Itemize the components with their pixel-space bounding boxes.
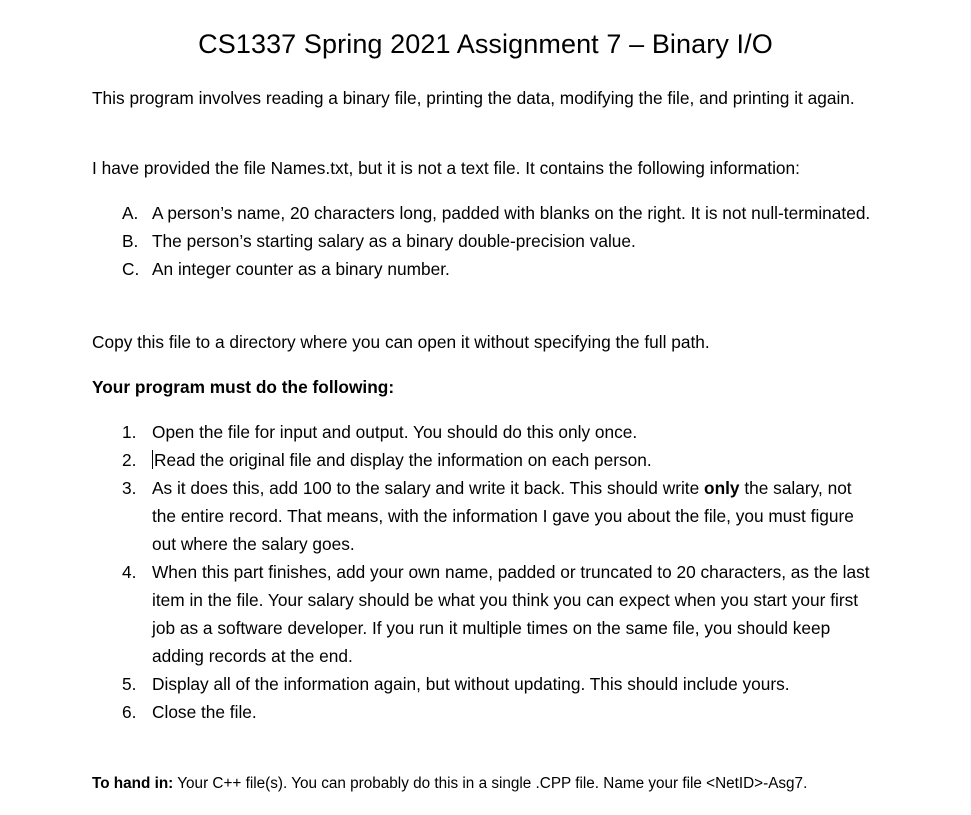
step-item bbox=[92, 670, 877, 698]
hand-in-text: Your C++ file(s). You can probably do this in a single .CPP file. Name your file <NetID>-Asg7. bbox=[173, 775, 808, 792]
step-item bbox=[92, 558, 877, 670]
list-marker: B. bbox=[122, 231, 139, 251]
step-text-before: As it does this, add 100 to the salary and write it back. This should write bbox=[152, 478, 705, 498]
step-marker: 1. bbox=[122, 422, 137, 442]
info-list bbox=[92, 199, 877, 283]
step-marker: 6. bbox=[122, 702, 137, 722]
step-item bbox=[92, 698, 877, 726]
list-item-text: A person’s name, 20 characters long, padded with blanks on the right. It is not null-terminated. bbox=[152, 203, 871, 223]
step-text: Display all of the information again, but without updating. This should include yours. bbox=[152, 674, 790, 694]
step-emphasis: only bbox=[704, 478, 740, 498]
provided-paragraph: I have provided the file Names.txt, but it is not a text file. It contains the following information: bbox=[92, 158, 800, 178]
step-text: Read the original file and display the information on each person. bbox=[154, 450, 652, 470]
step-text: When this part finishes, add your own name, padded or truncated to 20 characters, as the last item in the file. Your salary should be what you think you can expect when you start your first job as a software developer. If you run it multiple times on the same file, you should keep adding records at the end. bbox=[152, 562, 870, 666]
text-cursor bbox=[152, 450, 153, 469]
intro-paragraph: This program involves reading a binary file, printing the data, modifying the file, and printing it again. bbox=[92, 88, 855, 108]
list-item bbox=[92, 199, 877, 227]
hand-in-label: To hand in: bbox=[92, 775, 174, 792]
step-marker: 2. bbox=[122, 450, 137, 470]
step-text: Open the file for input and output. You should do this only once. bbox=[152, 422, 638, 442]
list-item bbox=[92, 255, 877, 283]
step-item bbox=[92, 418, 877, 446]
copy-note-paragraph: Copy this file to a directory where you can open it without specifying the full path. bbox=[92, 332, 710, 352]
list-item-text: An integer counter as a binary number. bbox=[152, 259, 450, 279]
program-heading: Your program must do the following: bbox=[92, 377, 395, 397]
step-text: Close the file. bbox=[152, 702, 257, 722]
list-marker: A. bbox=[122, 203, 139, 223]
step-marker: 4. bbox=[122, 562, 137, 582]
list-item bbox=[92, 227, 877, 255]
steps-list bbox=[92, 418, 877, 726]
list-item-text: The person’s starting salary as a binary double-precision value. bbox=[152, 231, 636, 251]
step-marker: 5. bbox=[122, 674, 137, 694]
step-item bbox=[92, 446, 877, 474]
step-item bbox=[92, 474, 877, 558]
list-marker: C. bbox=[122, 259, 140, 279]
step-marker: 3. bbox=[122, 478, 137, 498]
page-title: CS1337 Spring 2021 Assignment 7 – Binary I/O bbox=[198, 29, 773, 59]
step-text-after: the salary, not the entire record. That means, with the information I gave you about the file, you must figure out where the salary goes. bbox=[152, 478, 854, 554]
hand-in-note bbox=[92, 772, 922, 796]
